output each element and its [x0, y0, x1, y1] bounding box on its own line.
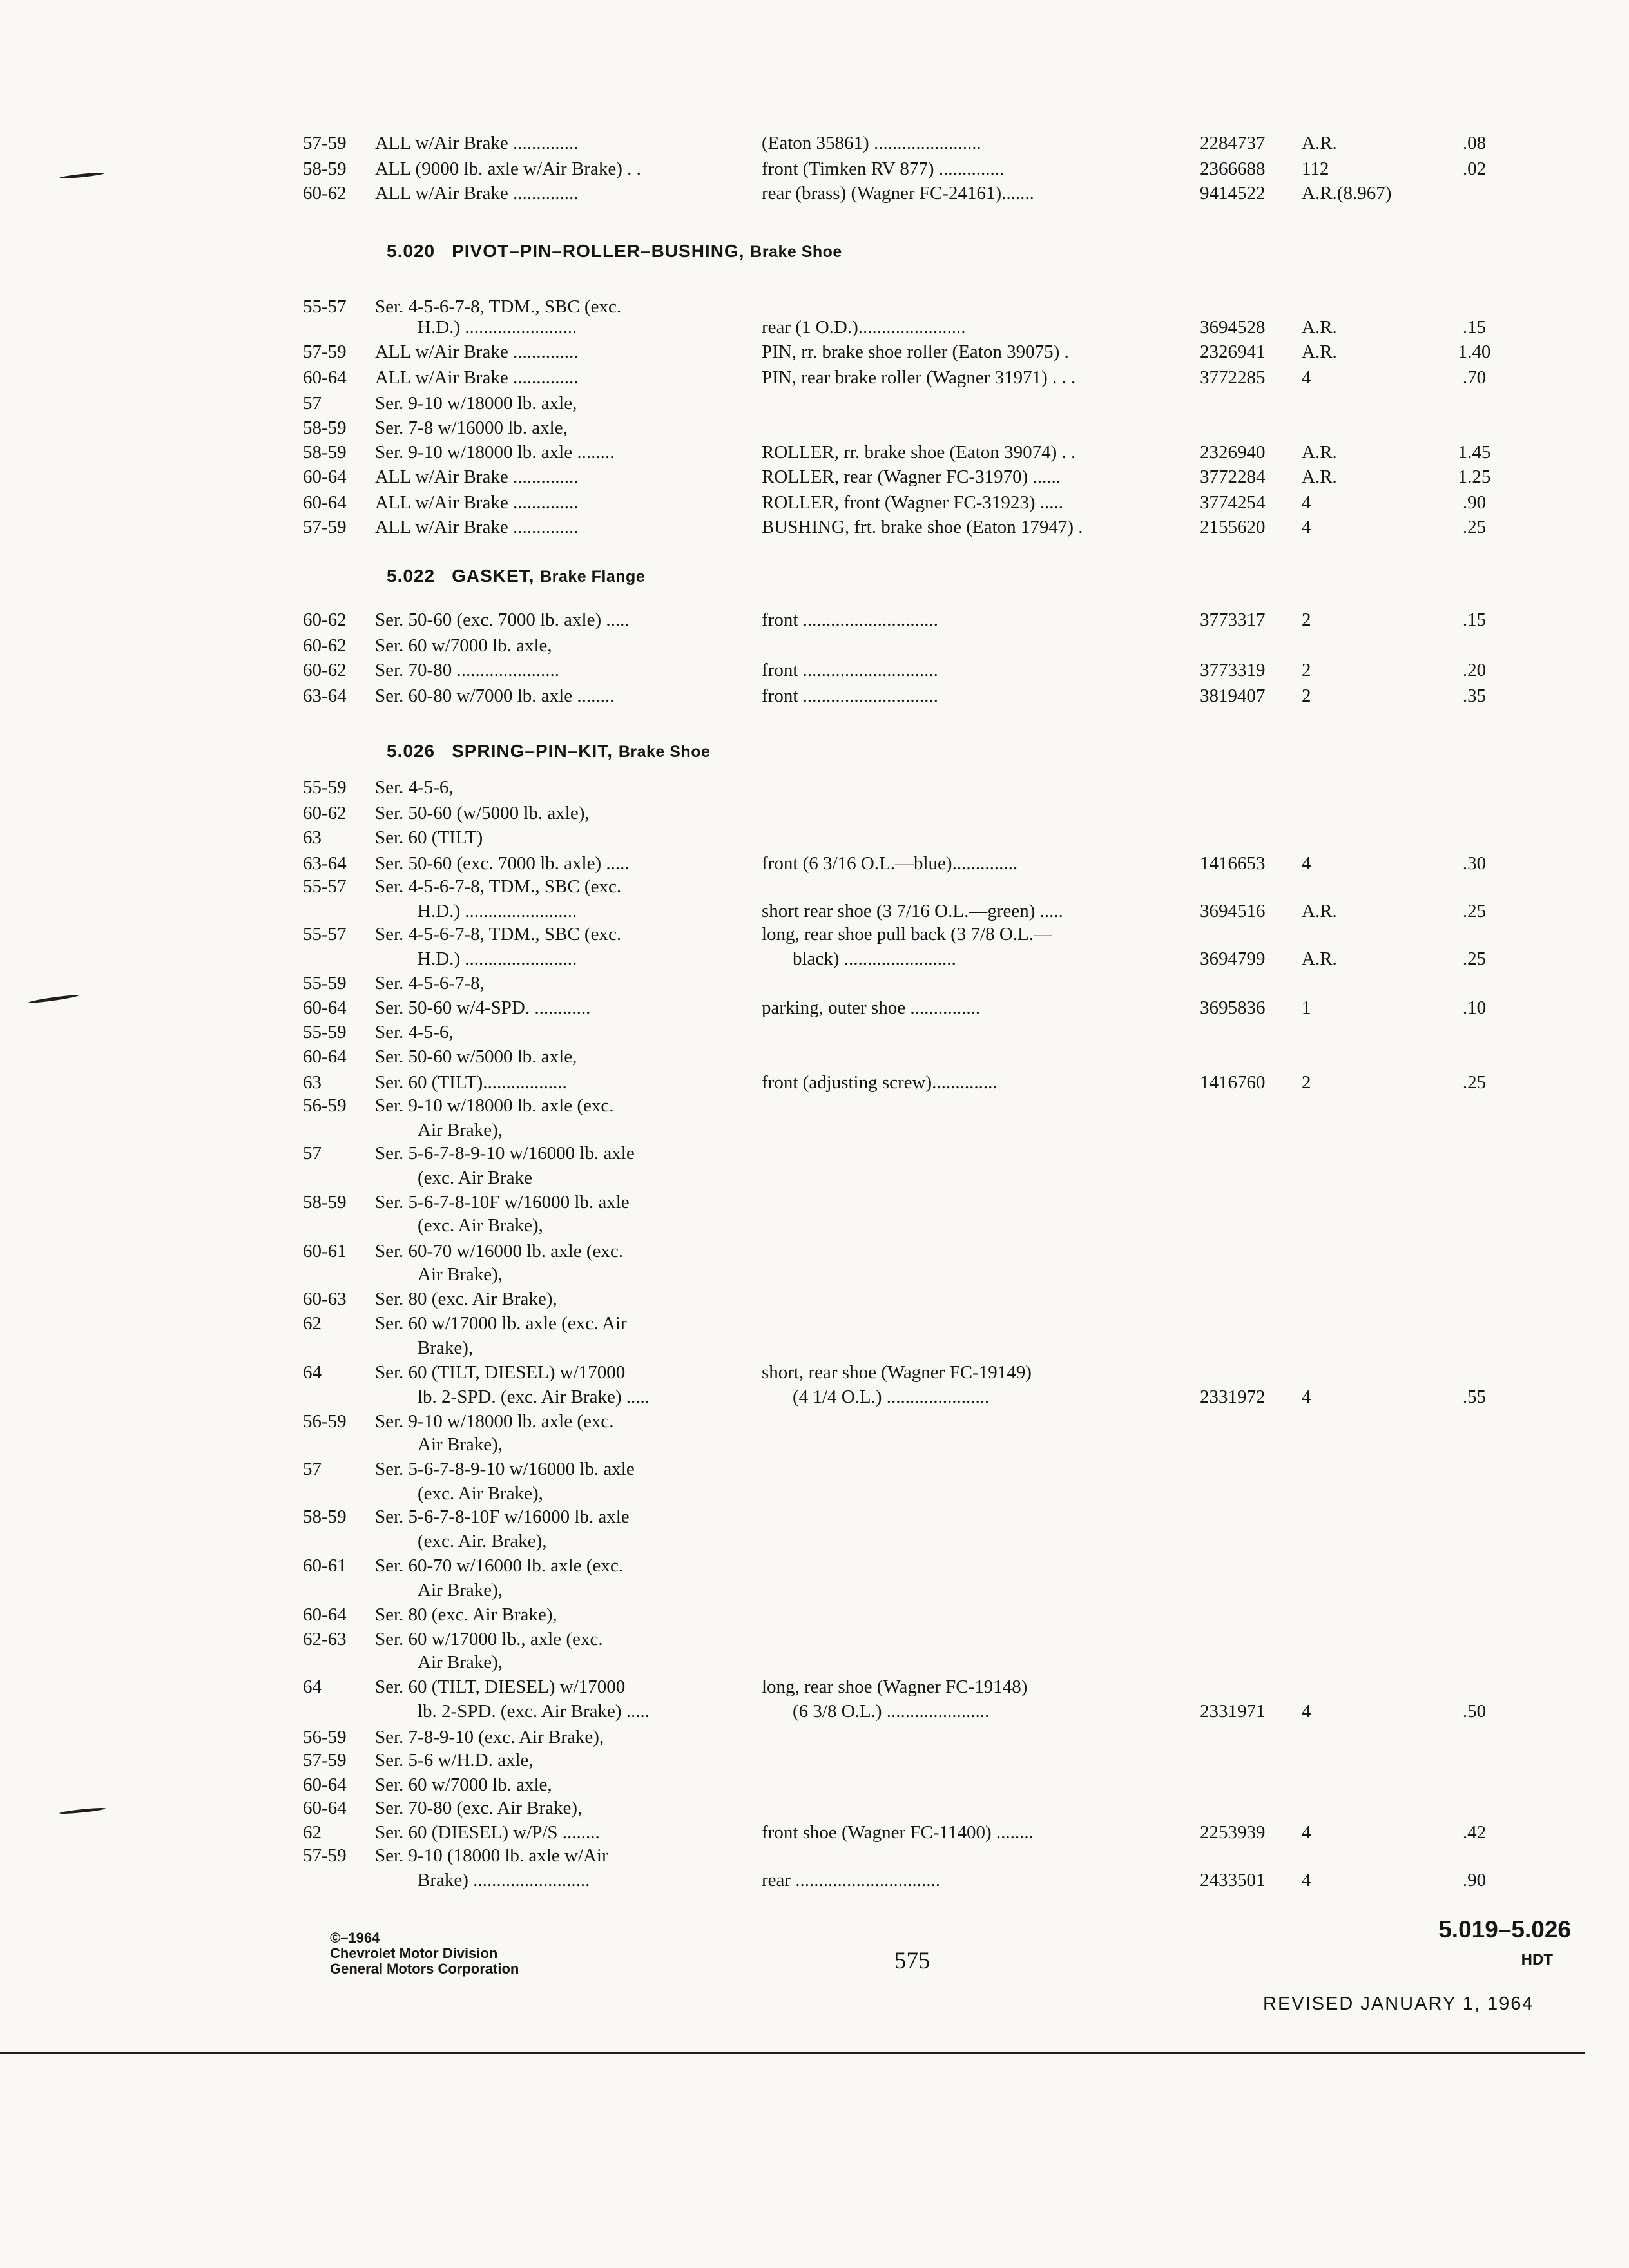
quantity: 4	[1302, 1701, 1311, 1722]
page-number: 575	[894, 1948, 930, 1974]
application: ALL w/Air Brake ..............	[375, 133, 579, 153]
description: long, rear shoe pull back (3 7/8 O.L.—	[762, 924, 1053, 945]
table-row	[0, 1553, 1629, 1579]
model-years: 55-57	[303, 876, 347, 897]
model-years: 63	[303, 1072, 322, 1093]
description: ROLLER, rear (Wagner FC-31970) ......	[762, 466, 1061, 487]
application: Ser. 70-80 (exc. Air Brake),	[375, 1798, 583, 1818]
model-years: 60-64	[303, 1798, 347, 1818]
corporation-name: General Motors Corporation	[330, 1961, 519, 1977]
part-number: 2326941	[1200, 341, 1266, 362]
quantity: 4	[1302, 1822, 1311, 1843]
table-row	[0, 921, 1629, 947]
model-years: 56-59	[303, 1411, 347, 1432]
quantity: 112	[1302, 159, 1329, 179]
section-title: GASKET,	[452, 566, 535, 586]
table-row	[0, 1189, 1629, 1215]
table-row	[0, 1747, 1629, 1773]
section-number: 5.020	[387, 241, 436, 261]
application: ALL w/Air Brake ..............	[375, 183, 579, 204]
table-row	[0, 1117, 1629, 1143]
application: lb. 2-SPD. (exc. Air Brake) .....	[418, 1701, 650, 1722]
part-number: 3694528	[1200, 317, 1266, 338]
application: ALL w/Air Brake ..............	[375, 492, 579, 513]
copyright: ©–1964	[330, 1930, 380, 1946]
application: Ser. 9-10 w/18000 lb. axle (exc.	[375, 1095, 614, 1116]
model-years: 60-62	[303, 183, 347, 204]
table-row	[0, 1820, 1629, 1845]
catalog-line: HDT	[1521, 1951, 1553, 1968]
price: .42	[1462, 1822, 1487, 1843]
quantity: 4	[1302, 517, 1311, 537]
application: Ser. 50-60 w/5000 lb. axle,	[375, 1046, 577, 1067]
application: Ser. 60 w/17000 lb., axle (exc.	[375, 1629, 603, 1649]
application: (exc. Air. Brake),	[418, 1531, 547, 1552]
model-years: 60-64	[303, 1604, 347, 1625]
section-heading	[387, 563, 645, 589]
application: Air Brake),	[418, 1264, 503, 1285]
table-row	[0, 607, 1629, 633]
application: (exc. Air Brake),	[418, 1215, 543, 1236]
table-row	[0, 1286, 1629, 1312]
application: H.D.) ........................	[418, 317, 577, 338]
model-years: 57	[303, 393, 322, 414]
application: ALL w/Air Brake ..............	[375, 517, 579, 537]
application: Ser. 7-8 w/16000 lb. axle,	[375, 418, 568, 438]
table-row	[0, 1140, 1629, 1166]
price: 1.40	[1458, 341, 1491, 362]
part-number: 3774254	[1200, 492, 1266, 513]
price: .50	[1462, 1701, 1487, 1722]
quantity: A.R.(8.967)	[1302, 183, 1392, 204]
application: Air Brake),	[418, 1120, 503, 1140]
model-years: 62	[303, 1313, 322, 1334]
table-row	[0, 1019, 1629, 1045]
model-years: 60-64	[303, 466, 347, 487]
model-years: 63-64	[303, 853, 347, 874]
table-row	[0, 1093, 1629, 1119]
quantity: 2	[1302, 610, 1311, 630]
model-years: 64	[303, 1362, 322, 1383]
table-row	[0, 1262, 1629, 1287]
part-number: 3772284	[1200, 466, 1266, 487]
quantity: A.R.	[1302, 948, 1337, 969]
price: .15	[1462, 610, 1487, 630]
model-years: 58-59	[303, 1506, 347, 1527]
description: ROLLER, front (Wagner FC-31923) .....	[762, 492, 1064, 513]
section-title: PIVOT–PIN–ROLLER–BUSHING,	[452, 241, 745, 261]
application: Ser. 60-70 w/16000 lb. axle (exc.	[375, 1555, 623, 1576]
application: (exc. Air Brake),	[418, 1483, 543, 1504]
price: .20	[1462, 660, 1487, 680]
model-years: 60-64	[303, 1046, 347, 1067]
price: .15	[1462, 317, 1487, 338]
model-years: 60-62	[303, 803, 347, 823]
part-number: 1416760	[1200, 1072, 1266, 1093]
model-years: 62	[303, 1822, 322, 1843]
table-row	[0, 415, 1629, 441]
model-years: 57-59	[303, 133, 347, 153]
application: Ser. 9-10 w/18000 lb. axle (exc.	[375, 1411, 614, 1432]
model-years: 55-59	[303, 973, 347, 994]
application: ALL w/Air Brake ..............	[375, 466, 579, 487]
publisher-block	[330, 1930, 519, 1977]
description: rear ...............................	[762, 1870, 941, 1890]
quantity: A.R.	[1302, 466, 1337, 487]
table-row	[0, 825, 1629, 850]
application: Ser. 5-6-7-8-9-10 w/16000 lb. axle	[375, 1459, 635, 1479]
part-number: 3694516	[1200, 901, 1266, 921]
table-row	[0, 1772, 1629, 1798]
part-number: 2155620	[1200, 517, 1266, 537]
table-row	[0, 1408, 1629, 1434]
model-years: 58-59	[303, 442, 347, 463]
table-row	[0, 774, 1629, 800]
model-years: 64	[303, 1677, 322, 1697]
price: .25	[1462, 517, 1487, 537]
description: parking, outer shoe ...............	[762, 997, 981, 1018]
part-number: 2331971	[1200, 1701, 1266, 1722]
application: Ser. 60-70 w/16000 lb. axle (exc.	[375, 1241, 623, 1262]
description: rear (1 O.D.).......................	[762, 317, 966, 338]
price: .25	[1462, 948, 1487, 969]
table-row	[0, 1724, 1629, 1750]
application: Ser. 9-10 w/18000 lb. axle,	[375, 393, 577, 414]
table-row	[0, 1481, 1629, 1506]
table-row	[0, 1795, 1629, 1821]
part-number: 2331972	[1200, 1387, 1266, 1407]
description: (4 1/4 O.L.) ......................	[793, 1387, 990, 1407]
model-years: 60-62	[303, 610, 347, 630]
table-row	[0, 490, 1629, 515]
description: ROLLER, rr. brake shoe (Eaton 39074) . .	[762, 442, 1076, 463]
price: .25	[1462, 901, 1487, 921]
model-years: 58-59	[303, 1192, 347, 1213]
table-row	[0, 1165, 1629, 1191]
application: Ser. 4-5-6-7-8, TDM., SBC (exc.	[375, 876, 622, 897]
description: PIN, rear brake roller (Wagner 31971) . . .	[762, 367, 1076, 388]
price: .55	[1462, 1387, 1487, 1407]
part-number: 2326940	[1200, 442, 1266, 463]
application: lb. 2-SPD. (exc. Air Brake) .....	[418, 1387, 650, 1407]
application: Ser. 50-60 (exc. 7000 lb. axle) .....	[375, 853, 630, 874]
section-title: SPRING–PIN–KIT,	[452, 741, 613, 761]
part-number: 9414522	[1200, 183, 1266, 204]
table-row	[0, 1577, 1629, 1603]
description: rear (brass) (Wagner FC-24161).......	[762, 183, 1034, 204]
application: H.D.) ........................	[418, 948, 577, 969]
part-number: 3819407	[1200, 686, 1266, 706]
part-number: 2253939	[1200, 1822, 1266, 1843]
section-number: 5.026	[387, 741, 436, 761]
application: Ser. 60 w/7000 lb. axle,	[375, 1774, 552, 1795]
description: BUSHING, frt. brake shoe (Eaton 17947) .	[762, 517, 1083, 537]
price: 1.45	[1458, 442, 1491, 463]
description: black) ........................	[793, 948, 956, 969]
bottom-rule	[0, 2052, 1585, 2054]
revised-date: REVISED JANUARY 1, 1964	[1263, 1994, 1534, 2014]
model-years: 58-59	[303, 159, 347, 179]
quantity: 1	[1302, 997, 1311, 1018]
price: .90	[1462, 492, 1487, 513]
application: Ser. 60 (TILT, DIESEL) w/17000	[375, 1362, 626, 1383]
application: Ser. 60 (DIESEL) w/P/S ........	[375, 1822, 600, 1843]
application: Ser. 4-5-6-7-8,	[375, 973, 485, 994]
table-row	[0, 800, 1629, 826]
description: front .............................	[762, 610, 938, 630]
part-number: 2366688	[1200, 159, 1266, 179]
table-row	[0, 1432, 1629, 1457]
model-years: 60-64	[303, 997, 347, 1018]
quantity: 4	[1302, 492, 1311, 513]
application: Ser. 5-6-7-8-9-10 w/16000 lb. axle	[375, 1143, 635, 1164]
description: PIN, rr. brake shoe roller (Eaton 39075) .	[762, 341, 1069, 362]
application: Ser. 50-60 (exc. 7000 lb. axle) .....	[375, 610, 630, 630]
table-row	[0, 995, 1629, 1021]
model-years: 60-62	[303, 660, 347, 680]
quantity: 4	[1302, 367, 1311, 388]
model-years: 57	[303, 1143, 322, 1164]
quantity: A.R.	[1302, 442, 1337, 463]
description: front .............................	[762, 686, 938, 706]
section-heading	[387, 238, 842, 264]
application: Ser. 50-60 (w/5000 lb. axle),	[375, 803, 590, 823]
application: H.D.) ........................	[418, 901, 577, 921]
part-number: 3694799	[1200, 948, 1266, 969]
quantity: 2	[1302, 1072, 1311, 1093]
table-row	[0, 390, 1629, 416]
quantity: A.R.	[1302, 901, 1337, 921]
application: (exc. Air Brake	[418, 1168, 532, 1188]
price: .02	[1462, 159, 1487, 179]
table-row	[0, 946, 1629, 972]
table-row	[0, 1456, 1629, 1482]
application: Air Brake),	[418, 1434, 503, 1455]
application: Ser. 4-5-6-7-8, TDM., SBC (exc.	[375, 924, 622, 945]
table-row	[0, 180, 1629, 206]
model-years: 60-61	[303, 1241, 347, 1262]
application: Ser. 4-5-6,	[375, 777, 454, 798]
table-row	[0, 1213, 1629, 1238]
table-row	[0, 1335, 1629, 1361]
price: .10	[1462, 997, 1487, 1018]
application: ALL w/Air Brake ..............	[375, 367, 579, 388]
description: front (6 3/16 O.L.—blue)..............	[762, 853, 1018, 874]
table-row	[0, 1674, 1629, 1700]
application: Ser. 60 w/7000 lb. axle,	[375, 635, 552, 656]
description: front shoe (Wagner FC-11400) ........	[762, 1822, 1034, 1843]
model-years: 55-59	[303, 777, 347, 798]
table-row	[0, 1238, 1629, 1264]
application: Ser. 60 (TILT)	[375, 827, 483, 848]
quantity: 4	[1302, 1870, 1311, 1890]
price: .35	[1462, 686, 1487, 706]
table-row	[0, 1384, 1629, 1410]
model-years: 60-64	[303, 367, 347, 388]
table-row	[0, 339, 1629, 365]
application: Ser. 80 (exc. Air Brake),	[375, 1604, 557, 1625]
table-row	[0, 1649, 1629, 1675]
part-number: 3772285	[1200, 367, 1266, 388]
part-number: 3695836	[1200, 997, 1266, 1018]
application: ALL w/Air Brake ..............	[375, 341, 579, 362]
section-range: 5.019–5.026	[1438, 1916, 1571, 1943]
model-years: 60-62	[303, 635, 347, 656]
application: ALL (9000 lb. axle w/Air Brake) . .	[375, 159, 641, 179]
quantity: 2	[1302, 660, 1311, 680]
model-years: 55-59	[303, 1022, 347, 1043]
description: (6 3/8 O.L.) ......................	[793, 1701, 990, 1722]
table-row	[0, 1867, 1629, 1893]
price: .08	[1462, 133, 1487, 153]
price: .90	[1462, 1870, 1487, 1890]
application: Ser. 4-5-6,	[375, 1022, 454, 1043]
model-years: 57-59	[303, 1750, 347, 1771]
table-row	[0, 1044, 1629, 1070]
model-years: 60-64	[303, 1774, 347, 1795]
table-row	[0, 1528, 1629, 1554]
model-years: 60-64	[303, 492, 347, 513]
part-number: 3773319	[1200, 660, 1266, 680]
section-subtitle: Brake Shoe	[750, 243, 842, 261]
model-years: 55-57	[303, 924, 347, 945]
section-number: 5.022	[387, 566, 436, 586]
model-years: 63	[303, 827, 322, 848]
table-row	[0, 683, 1629, 709]
price: .25	[1462, 1072, 1487, 1093]
model-years: 60-63	[303, 1289, 347, 1309]
quantity: A.R.	[1302, 133, 1337, 153]
application: Ser. 60 (TILT)..................	[375, 1072, 567, 1093]
application: Ser. 80 (exc. Air Brake),	[375, 1289, 557, 1309]
model-years: 57	[303, 1459, 322, 1479]
table-row	[0, 1698, 1629, 1724]
table-row	[0, 1626, 1629, 1652]
quantity: 2	[1302, 686, 1311, 706]
table-row	[0, 314, 1629, 340]
section-subtitle: Brake Flange	[540, 568, 646, 586]
table-row	[0, 1504, 1629, 1530]
table-row	[0, 874, 1629, 899]
application: Ser. 5-6-7-8-10F w/16000 lb. axle	[375, 1192, 630, 1213]
application: Ser. 60 w/17000 lb. axle (exc. Air	[375, 1313, 627, 1334]
model-years: 56-59	[303, 1727, 347, 1747]
part-number: 1416653	[1200, 853, 1266, 874]
model-years: 63-64	[303, 686, 347, 706]
division-name: Chevrolet Motor Division	[330, 1945, 498, 1961]
application: Ser. 7-8-9-10 (exc. Air Brake),	[375, 1727, 604, 1747]
application: Ser. 9-10 w/18000 lb. axle ........	[375, 442, 615, 463]
application: Ser. 5-6 w/H.D. axle,	[375, 1750, 534, 1771]
application: Air Brake),	[418, 1652, 503, 1673]
model-years: 62-63	[303, 1629, 347, 1649]
application: Ser. 9-10 (18000 lb. axle w/Air	[375, 1845, 608, 1866]
quantity: A.R.	[1302, 341, 1337, 362]
model-years: 55-57	[303, 296, 347, 317]
table-row	[0, 1070, 1629, 1095]
table-row	[0, 464, 1629, 490]
table-row	[0, 514, 1629, 540]
application: Brake),	[418, 1338, 474, 1358]
application: Ser. 5-6-7-8-10F w/16000 lb. axle	[375, 1506, 630, 1527]
quantity: A.R.	[1302, 317, 1337, 338]
table-row	[0, 970, 1629, 996]
section-subtitle: Brake Shoe	[618, 743, 711, 761]
model-years: 57-59	[303, 517, 347, 537]
table-row	[0, 850, 1629, 876]
model-years: 56-59	[303, 1095, 347, 1116]
description: front .............................	[762, 660, 938, 680]
part-number: 3773317	[1200, 610, 1266, 630]
table-row	[0, 1843, 1629, 1869]
table-row	[0, 898, 1629, 924]
application: Air Brake),	[418, 1580, 503, 1600]
price: .70	[1462, 367, 1487, 388]
part-number: 2284737	[1200, 133, 1266, 153]
quantity: 4	[1302, 1387, 1311, 1407]
part-number: 2433501	[1200, 1870, 1266, 1890]
table-row	[0, 1311, 1629, 1336]
description: front (Timken RV 877) ..............	[762, 159, 1005, 179]
model-years: 57-59	[303, 1845, 347, 1866]
table-row	[0, 1602, 1629, 1628]
price: .30	[1462, 853, 1487, 874]
table-row	[0, 657, 1629, 683]
description: short, rear shoe (Wagner FC-19149)	[762, 1362, 1032, 1383]
table-row	[0, 439, 1629, 465]
description: short rear shoe (3 7/16 O.L.—green) .....	[762, 901, 1063, 921]
description: front (adjusting screw)..............	[762, 1072, 998, 1093]
model-years: 58-59	[303, 418, 347, 438]
price: 1.25	[1458, 466, 1491, 487]
description: (Eaton 35861) .......................	[762, 133, 981, 153]
application: Ser. 50-60 w/4-SPD. ............	[375, 997, 591, 1018]
application: Ser. 70-80 ......................	[375, 660, 559, 680]
quantity: 4	[1302, 853, 1311, 874]
application: Ser. 4-5-6-7-8, TDM., SBC (exc.	[375, 296, 622, 317]
model-years: 57-59	[303, 341, 347, 362]
table-row	[0, 130, 1629, 156]
table-row	[0, 1360, 1629, 1385]
table-row	[0, 633, 1629, 658]
application: Ser. 60 (TILT, DIESEL) w/17000	[375, 1677, 626, 1697]
section-heading	[387, 738, 710, 764]
application: Ser. 60-80 w/7000 lb. axle ........	[375, 686, 615, 706]
table-row	[0, 365, 1629, 390]
model-years: 60-61	[303, 1555, 347, 1576]
table-row	[0, 156, 1629, 182]
description: long, rear shoe (Wagner FC-19148)	[762, 1677, 1028, 1697]
application: Brake) .........................	[418, 1870, 590, 1890]
